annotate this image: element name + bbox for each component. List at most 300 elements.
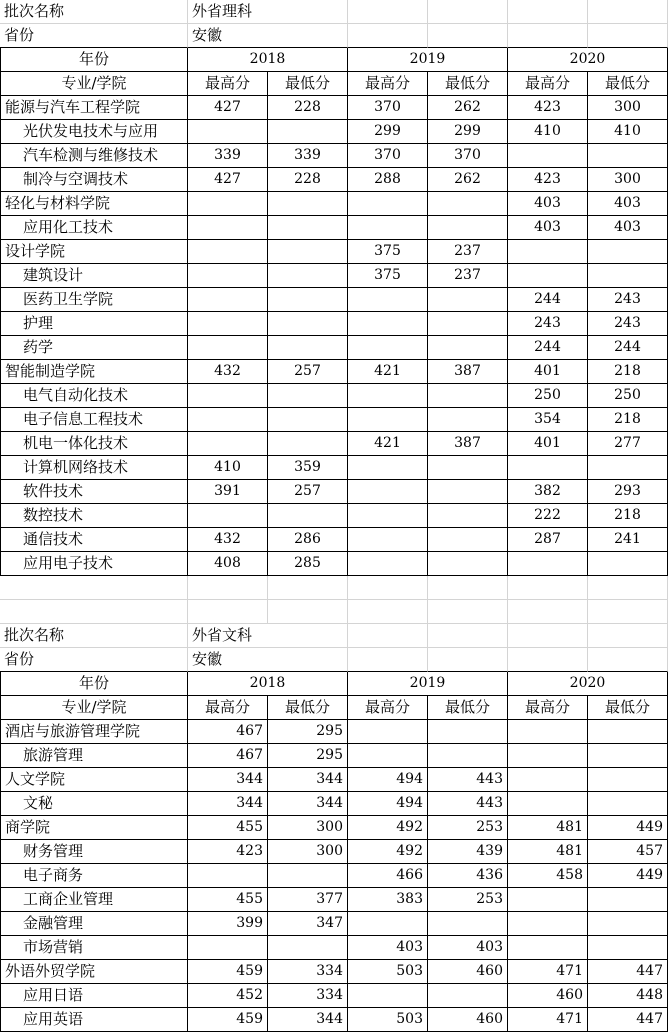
empty-cell[interactable] <box>588 600 668 624</box>
max-score-cell[interactable]: 383 <box>348 888 428 912</box>
major-name-cell[interactable]: 机电一体化技术 <box>0 432 188 456</box>
max-score-cell[interactable]: 410 <box>508 120 588 144</box>
min-score-cell[interactable] <box>268 936 348 960</box>
major-name-cell[interactable]: 建筑设计 <box>0 264 188 288</box>
max-score-header[interactable]: 最高分 <box>348 696 428 720</box>
max-score-cell[interactable]: 455 <box>188 816 268 840</box>
min-score-cell[interactable]: 403 <box>428 936 508 960</box>
empty-cell[interactable] <box>348 0 428 24</box>
max-score-cell[interactable] <box>188 936 268 960</box>
table-row <box>0 432 668 456</box>
min-score-cell[interactable] <box>268 336 348 360</box>
max-score-cell[interactable]: 421 <box>348 360 428 384</box>
max-score-cell[interactable]: 459 <box>188 960 268 984</box>
max-score-cell[interactable] <box>188 384 268 408</box>
min-score-cell[interactable]: 253 <box>428 816 508 840</box>
max-score-cell[interactable]: 458 <box>508 864 588 888</box>
major-name-cell[interactable]: 数控技术 <box>0 504 188 528</box>
min-score-cell[interactable]: 277 <box>588 432 668 456</box>
max-score-cell[interactable] <box>508 768 588 792</box>
min-score-cell[interactable]: 295 <box>268 744 348 768</box>
min-score-header[interactable]: 最低分 <box>428 72 508 96</box>
min-score-cell[interactable]: 237 <box>428 264 508 288</box>
major-name-cell[interactable]: 医药卫生学院 <box>0 288 188 312</box>
min-score-cell[interactable] <box>428 984 508 1008</box>
empty-cell[interactable] <box>508 576 588 600</box>
max-score-cell[interactable] <box>348 984 428 1008</box>
major-name-cell[interactable]: 电子商务 <box>0 864 188 888</box>
min-score-cell[interactable] <box>428 288 508 312</box>
empty-cell[interactable] <box>268 576 348 600</box>
year-2019-cell[interactable]: 2019 <box>348 48 508 72</box>
empty-cell[interactable] <box>588 24 668 48</box>
max-score-cell[interactable] <box>348 384 428 408</box>
min-score-cell[interactable] <box>588 552 668 576</box>
max-score-cell[interactable]: 423 <box>508 96 588 120</box>
max-score-cell[interactable] <box>188 264 268 288</box>
year-2018-cell[interactable]: 2018 <box>188 48 348 72</box>
max-score-header[interactable]: 最高分 <box>508 696 588 720</box>
min-score-cell[interactable] <box>588 240 668 264</box>
max-score-cell[interactable] <box>188 216 268 240</box>
table-row <box>0 792 668 816</box>
min-score-cell[interactable]: 253 <box>428 888 508 912</box>
max-score-cell[interactable]: 452 <box>188 984 268 1008</box>
min-score-cell[interactable] <box>268 408 348 432</box>
major-name-cell[interactable]: 市场营销 <box>0 936 188 960</box>
min-score-cell[interactable]: 460 <box>428 1008 508 1032</box>
empty-cell[interactable] <box>508 0 588 24</box>
min-score-header[interactable]: 最低分 <box>428 696 508 720</box>
min-score-cell[interactable] <box>268 120 348 144</box>
empty-cell[interactable] <box>268 600 348 624</box>
max-score-cell[interactable] <box>508 264 588 288</box>
max-score-cell[interactable] <box>188 312 268 336</box>
max-score-cell[interactable]: 401 <box>508 360 588 384</box>
min-score-cell[interactable] <box>268 216 348 240</box>
min-score-cell[interactable] <box>268 264 348 288</box>
max-score-cell[interactable] <box>348 216 428 240</box>
major-name-cell[interactable]: 药学 <box>0 336 188 360</box>
max-score-cell[interactable]: 459 <box>188 1008 268 1032</box>
min-score-cell[interactable] <box>428 744 508 768</box>
min-score-cell[interactable]: 257 <box>268 480 348 504</box>
min-score-cell[interactable]: 218 <box>588 504 668 528</box>
major-name-cell[interactable]: 文秘 <box>0 792 188 816</box>
max-score-cell[interactable]: 375 <box>348 264 428 288</box>
max-score-cell[interactable] <box>508 456 588 480</box>
min-score-cell[interactable]: 300 <box>588 168 668 192</box>
max-score-cell[interactable] <box>348 528 428 552</box>
max-score-cell[interactable]: 427 <box>188 168 268 192</box>
max-score-cell[interactable] <box>348 720 428 744</box>
max-score-cell[interactable] <box>188 288 268 312</box>
major-label-cell[interactable]: 专业/学院 <box>0 72 188 96</box>
min-score-cell[interactable]: 339 <box>268 144 348 168</box>
min-score-cell[interactable] <box>588 456 668 480</box>
min-score-cell[interactable] <box>588 768 668 792</box>
min-score-cell[interactable]: 387 <box>428 360 508 384</box>
max-score-cell[interactable]: 370 <box>348 96 428 120</box>
max-score-cell[interactable]: 344 <box>188 768 268 792</box>
max-score-header[interactable]: 最高分 <box>348 72 428 96</box>
min-score-cell[interactable]: 370 <box>428 144 508 168</box>
max-score-cell[interactable]: 467 <box>188 720 268 744</box>
max-score-cell[interactable]: 375 <box>348 240 428 264</box>
max-score-cell[interactable]: 403 <box>508 192 588 216</box>
min-score-cell[interactable]: 359 <box>268 456 348 480</box>
min-score-cell[interactable] <box>268 864 348 888</box>
table-row <box>0 384 668 408</box>
college-name-cell[interactable]: 商学院 <box>0 816 188 840</box>
max-score-cell[interactable]: 399 <box>188 912 268 936</box>
min-score-cell[interactable] <box>588 888 668 912</box>
major-name-cell[interactable]: 计算机网络技术 <box>0 456 188 480</box>
min-score-cell[interactable]: 257 <box>268 360 348 384</box>
major-name-cell[interactable]: 应用英语 <box>0 1008 188 1032</box>
max-score-cell[interactable]: 494 <box>348 768 428 792</box>
max-score-cell[interactable]: 467 <box>188 744 268 768</box>
major-name-cell[interactable]: 财务管理 <box>0 840 188 864</box>
max-score-cell[interactable] <box>188 192 268 216</box>
empty-cell[interactable] <box>588 648 668 672</box>
table-row <box>0 864 668 888</box>
min-score-header[interactable]: 最低分 <box>588 72 668 96</box>
max-score-cell[interactable]: 494 <box>348 792 428 816</box>
max-score-cell[interactable]: 344 <box>188 792 268 816</box>
min-score-cell[interactable]: 299 <box>428 120 508 144</box>
max-score-cell[interactable]: 250 <box>508 384 588 408</box>
major-label-cell[interactable]: 专业/学院 <box>0 696 188 720</box>
empty-cell[interactable] <box>0 600 188 624</box>
max-score-cell[interactable] <box>508 792 588 816</box>
max-score-header[interactable]: 最高分 <box>508 72 588 96</box>
year-2020-cell[interactable]: 2020 <box>508 672 668 696</box>
major-name-cell[interactable]: 金融管理 <box>0 912 188 936</box>
max-score-cell[interactable]: 423 <box>188 840 268 864</box>
max-score-cell[interactable] <box>348 288 428 312</box>
college-name-cell[interactable]: 人文学院 <box>0 768 188 792</box>
min-score-cell[interactable] <box>588 744 668 768</box>
min-score-cell[interactable]: 403 <box>588 192 668 216</box>
year-label-cell[interactable]: 年份 <box>0 48 188 72</box>
max-score-cell[interactable] <box>508 744 588 768</box>
min-score-cell[interactable] <box>428 504 508 528</box>
empty-cell[interactable] <box>348 600 428 624</box>
max-score-cell[interactable] <box>348 552 428 576</box>
major-name-cell[interactable]: 软件技术 <box>0 480 188 504</box>
min-score-cell[interactable]: 334 <box>268 984 348 1008</box>
empty-cell[interactable] <box>588 624 668 648</box>
max-score-cell[interactable]: 503 <box>348 1008 428 1032</box>
min-score-cell[interactable]: 347 <box>268 912 348 936</box>
min-score-cell[interactable]: 447 <box>588 960 668 984</box>
min-score-cell[interactable]: 448 <box>588 984 668 1008</box>
max-score-cell[interactable] <box>188 864 268 888</box>
major-name-cell[interactable]: 应用化工技术 <box>0 216 188 240</box>
max-score-cell[interactable] <box>348 192 428 216</box>
empty-cell[interactable] <box>348 648 428 672</box>
min-score-cell[interactable]: 295 <box>268 720 348 744</box>
max-score-cell[interactable] <box>348 336 428 360</box>
min-score-header[interactable]: 最低分 <box>268 696 348 720</box>
min-score-cell[interactable]: 300 <box>268 816 348 840</box>
max-score-cell[interactable]: 471 <box>508 960 588 984</box>
major-name-cell[interactable]: 制冷与空调技术 <box>0 168 188 192</box>
max-score-cell[interactable] <box>348 480 428 504</box>
min-score-cell[interactable] <box>428 336 508 360</box>
max-score-cell[interactable] <box>348 456 428 480</box>
batch-label-cell[interactable]: 批次名称 <box>0 624 188 648</box>
empty-cell[interactable] <box>508 648 588 672</box>
max-score-cell[interactable] <box>508 936 588 960</box>
min-score-cell[interactable]: 460 <box>428 960 508 984</box>
table-row <box>0 768 668 792</box>
min-score-cell[interactable]: 449 <box>588 864 668 888</box>
max-score-cell[interactable] <box>348 744 428 768</box>
empty-cell[interactable] <box>348 576 428 600</box>
max-score-cell[interactable]: 423 <box>508 168 588 192</box>
batch-value-cell[interactable]: 外省文科 <box>188 624 348 648</box>
max-score-cell[interactable] <box>188 432 268 456</box>
college-name-cell[interactable]: 轻化与材料学院 <box>0 192 188 216</box>
college-name-cell[interactable]: 酒店与旅游管理学院 <box>0 720 188 744</box>
college-name-cell[interactable]: 外语外贸学院 <box>0 960 188 984</box>
empty-cell[interactable] <box>508 24 588 48</box>
min-score-cell[interactable]: 436 <box>428 864 508 888</box>
max-score-cell[interactable]: 466 <box>348 864 428 888</box>
max-score-cell[interactable]: 492 <box>348 840 428 864</box>
max-score-cell[interactable]: 243 <box>508 312 588 336</box>
empty-cell[interactable] <box>588 0 668 24</box>
max-score-cell[interactable]: 403 <box>508 216 588 240</box>
empty-cell[interactable] <box>428 0 508 24</box>
max-score-cell[interactable]: 481 <box>508 816 588 840</box>
min-score-cell[interactable] <box>588 264 668 288</box>
max-score-cell[interactable]: 288 <box>348 168 428 192</box>
max-score-cell[interactable]: 299 <box>348 120 428 144</box>
min-score-cell[interactable]: 387 <box>428 432 508 456</box>
min-score-cell[interactable]: 334 <box>268 960 348 984</box>
max-score-cell[interactable]: 370 <box>348 144 428 168</box>
min-score-cell[interactable] <box>268 240 348 264</box>
major-name-cell[interactable]: 电子信息工程技术 <box>0 408 188 432</box>
min-score-cell[interactable] <box>428 528 508 552</box>
max-score-cell[interactable]: 391 <box>188 480 268 504</box>
min-score-cell[interactable]: 377 <box>268 888 348 912</box>
max-score-cell[interactable] <box>508 912 588 936</box>
year-2020-cell[interactable]: 2020 <box>508 48 668 72</box>
empty-cell[interactable] <box>428 648 508 672</box>
min-score-cell[interactable]: 243 <box>588 312 668 336</box>
major-name-cell[interactable]: 通信技术 <box>0 528 188 552</box>
min-score-cell[interactable] <box>268 312 348 336</box>
max-score-cell[interactable]: 354 <box>508 408 588 432</box>
year-2018-cell[interactable]: 2018 <box>188 672 348 696</box>
max-score-cell[interactable]: 481 <box>508 840 588 864</box>
year-header-row <box>0 672 668 696</box>
year-label-cell[interactable]: 年份 <box>0 672 188 696</box>
empty-cell[interactable] <box>0 576 188 600</box>
max-score-cell[interactable] <box>348 312 428 336</box>
min-score-cell[interactable] <box>268 384 348 408</box>
min-score-cell[interactable] <box>588 792 668 816</box>
min-score-cell[interactable]: 443 <box>428 792 508 816</box>
min-score-cell[interactable]: 447 <box>588 1008 668 1032</box>
major-name-cell[interactable]: 工商企业管理 <box>0 888 188 912</box>
min-score-cell[interactable]: 250 <box>588 384 668 408</box>
min-score-cell[interactable]: 237 <box>428 240 508 264</box>
major-name-cell[interactable]: 旅游管理 <box>0 744 188 768</box>
min-score-cell[interactable]: 262 <box>428 168 508 192</box>
province-label-cell[interactable]: 省份 <box>0 24 188 48</box>
min-score-cell[interactable]: 262 <box>428 96 508 120</box>
max-score-cell[interactable] <box>508 240 588 264</box>
min-score-cell[interactable]: 243 <box>588 288 668 312</box>
empty-cell[interactable] <box>428 24 508 48</box>
province-value-cell[interactable]: 安徽 <box>188 24 348 48</box>
min-score-cell[interactable] <box>268 288 348 312</box>
year-2019-cell[interactable]: 2019 <box>348 672 508 696</box>
max-score-cell[interactable]: 339 <box>188 144 268 168</box>
major-name-cell[interactable]: 电气自动化技术 <box>0 384 188 408</box>
score-header-row <box>0 72 668 96</box>
min-score-cell[interactable]: 244 <box>588 336 668 360</box>
max-score-cell[interactable]: 382 <box>508 480 588 504</box>
min-score-cell[interactable]: 439 <box>428 840 508 864</box>
max-score-cell[interactable]: 432 <box>188 360 268 384</box>
max-score-cell[interactable] <box>188 120 268 144</box>
max-score-cell[interactable] <box>508 144 588 168</box>
empty-cell[interactable] <box>508 624 588 648</box>
min-score-cell[interactable] <box>588 720 668 744</box>
min-score-cell[interactable] <box>588 144 668 168</box>
major-name-cell[interactable]: 光伏发电技术与应用 <box>0 120 188 144</box>
max-score-cell[interactable] <box>188 504 268 528</box>
min-score-cell[interactable] <box>588 936 668 960</box>
max-score-cell[interactable]: 408 <box>188 552 268 576</box>
max-score-cell[interactable] <box>348 408 428 432</box>
province-value-cell[interactable]: 安徽 <box>188 648 348 672</box>
table-row <box>0 840 668 864</box>
min-score-cell[interactable]: 285 <box>268 552 348 576</box>
min-score-cell[interactable] <box>588 912 668 936</box>
max-score-cell[interactable]: 455 <box>188 888 268 912</box>
max-score-cell[interactable]: 410 <box>188 456 268 480</box>
min-score-cell[interactable] <box>428 384 508 408</box>
min-score-header[interactable]: 最低分 <box>268 72 348 96</box>
min-score-cell[interactable]: 286 <box>268 528 348 552</box>
empty-cell[interactable] <box>588 576 668 600</box>
min-score-cell[interactable]: 228 <box>268 168 348 192</box>
min-score-cell[interactable]: 228 <box>268 96 348 120</box>
max-score-cell[interactable]: 287 <box>508 528 588 552</box>
max-score-cell[interactable] <box>188 336 268 360</box>
min-score-cell[interactable] <box>428 480 508 504</box>
table-row <box>0 816 668 840</box>
college-name-cell[interactable]: 能源与汽车工程学院 <box>0 96 188 120</box>
min-score-cell[interactable]: 344 <box>268 1008 348 1032</box>
min-score-cell[interactable]: 218 <box>588 408 668 432</box>
max-score-cell[interactable] <box>508 720 588 744</box>
max-score-cell[interactable]: 460 <box>508 984 588 1008</box>
min-score-cell[interactable]: 218 <box>588 360 668 384</box>
max-score-cell[interactable] <box>348 504 428 528</box>
min-score-cell[interactable]: 449 <box>588 816 668 840</box>
max-score-cell[interactable] <box>508 552 588 576</box>
batch-label-cell[interactable]: 批次名称 <box>0 0 188 24</box>
major-name-cell[interactable]: 汽车检测与维修技术 <box>0 144 188 168</box>
college-name-cell[interactable]: 设计学院 <box>0 240 188 264</box>
min-score-cell[interactable]: 300 <box>588 96 668 120</box>
major-name-cell[interactable]: 应用日语 <box>0 984 188 1008</box>
min-score-cell[interactable]: 457 <box>588 840 668 864</box>
province-label-cell[interactable]: 省份 <box>0 648 188 672</box>
min-score-cell[interactable] <box>268 504 348 528</box>
min-score-cell[interactable] <box>428 216 508 240</box>
max-score-cell[interactable]: 244 <box>508 336 588 360</box>
major-name-cell[interactable]: 应用电子技术 <box>0 552 188 576</box>
max-score-cell[interactable]: 421 <box>348 432 428 456</box>
empty-cell[interactable] <box>428 576 508 600</box>
max-score-cell[interactable]: 427 <box>188 96 268 120</box>
min-score-cell[interactable] <box>428 456 508 480</box>
min-score-cell[interactable]: 293 <box>588 480 668 504</box>
max-score-header[interactable]: 最高分 <box>188 696 268 720</box>
max-score-cell[interactable]: 244 <box>508 288 588 312</box>
max-score-cell[interactable]: 401 <box>508 432 588 456</box>
empty-cell[interactable] <box>188 576 268 600</box>
college-name-cell[interactable]: 智能制造学院 <box>0 360 188 384</box>
max-score-cell[interactable] <box>508 888 588 912</box>
min-score-cell[interactable]: 300 <box>268 840 348 864</box>
empty-cell[interactable] <box>428 600 508 624</box>
max-score-cell[interactable] <box>188 240 268 264</box>
empty-cell[interactable] <box>348 624 428 648</box>
max-score-cell[interactable] <box>348 912 428 936</box>
batch-value-cell[interactable]: 外省理科 <box>188 0 348 24</box>
min-score-cell[interactable] <box>268 432 348 456</box>
min-score-cell[interactable] <box>428 720 508 744</box>
min-score-cell[interactable]: 403 <box>588 216 668 240</box>
min-score-cell[interactable]: 410 <box>588 120 668 144</box>
min-score-cell[interactable]: 443 <box>428 768 508 792</box>
empty-cell[interactable] <box>188 600 268 624</box>
min-score-header[interactable]: 最低分 <box>588 696 668 720</box>
max-score-cell[interactable]: 222 <box>508 504 588 528</box>
max-score-cell[interactable]: 503 <box>348 960 428 984</box>
major-name-cell[interactable]: 护理 <box>0 312 188 336</box>
min-score-cell[interactable] <box>268 192 348 216</box>
min-score-cell[interactable] <box>428 408 508 432</box>
min-score-cell[interactable]: 344 <box>268 768 348 792</box>
empty-cell[interactable] <box>348 24 428 48</box>
min-score-cell[interactable] <box>428 192 508 216</box>
max-score-cell[interactable]: 492 <box>348 816 428 840</box>
min-score-cell[interactable] <box>428 312 508 336</box>
min-score-cell[interactable] <box>428 912 508 936</box>
empty-cell[interactable] <box>508 600 588 624</box>
max-score-cell[interactable] <box>188 408 268 432</box>
max-score-cell[interactable]: 471 <box>508 1008 588 1032</box>
min-score-cell[interactable]: 241 <box>588 528 668 552</box>
max-score-header[interactable]: 最高分 <box>188 72 268 96</box>
min-score-cell[interactable] <box>428 552 508 576</box>
empty-cell[interactable] <box>428 624 508 648</box>
min-score-cell[interactable]: 344 <box>268 792 348 816</box>
max-score-cell[interactable]: 432 <box>188 528 268 552</box>
max-score-cell[interactable]: 403 <box>348 936 428 960</box>
